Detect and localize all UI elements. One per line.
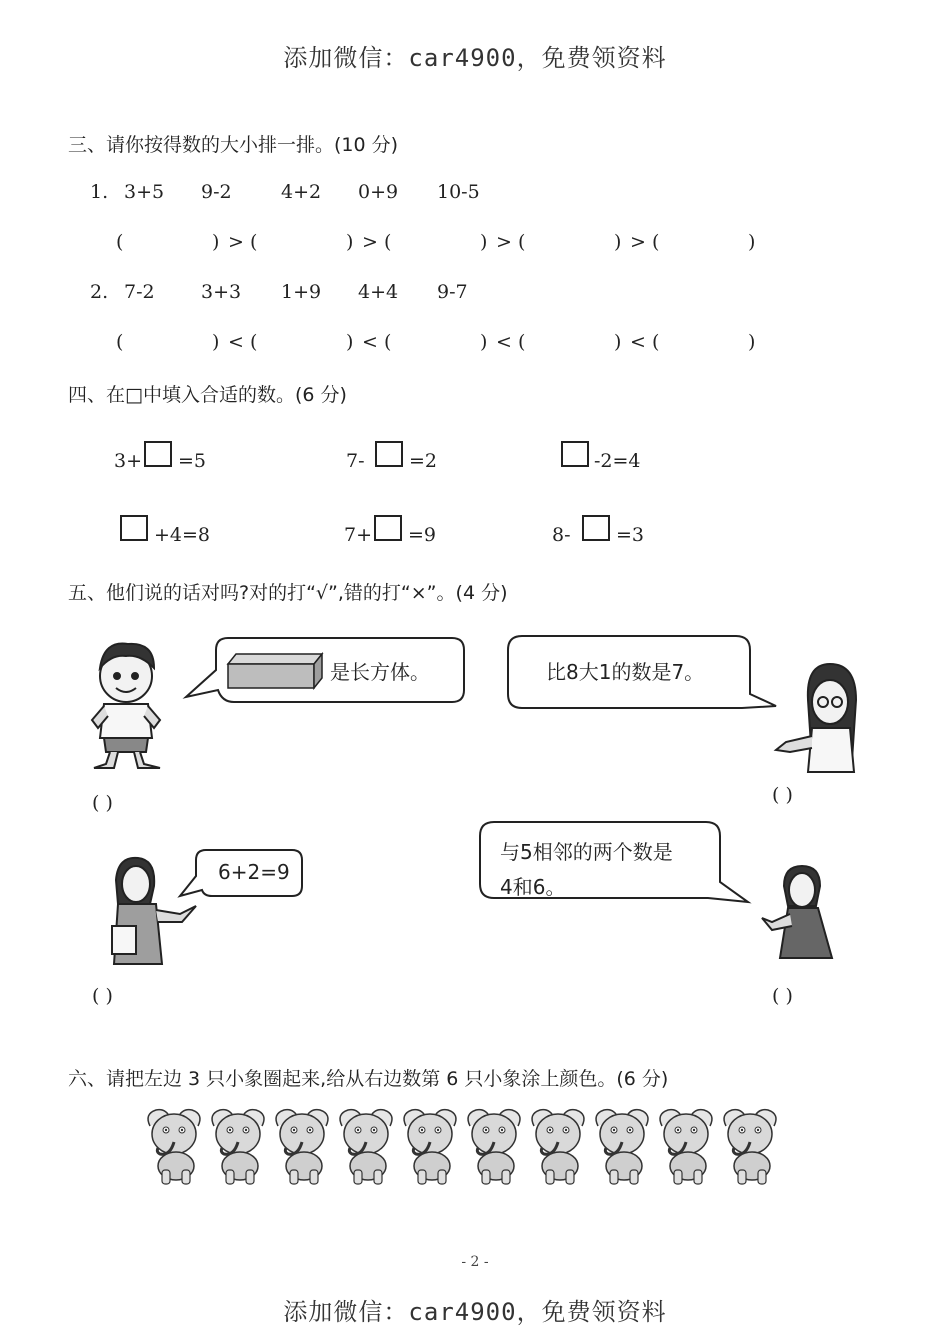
less-sign: <: [496, 331, 512, 353]
answer-close: ): [614, 231, 622, 253]
elephant-icon[interactable]: [212, 1110, 264, 1184]
elephant-icon[interactable]: [596, 1110, 648, 1184]
answer-open[interactable]: (: [116, 331, 124, 353]
greater-sign: >: [630, 231, 646, 253]
watermark-bottom: 添加微信：car4900，免费领资料: [283, 1298, 667, 1326]
watermark-top: 添加微信：car4900，免费领资料: [283, 44, 667, 72]
answer-open[interactable]: (: [652, 331, 660, 353]
elephant-icon[interactable]: [404, 1110, 456, 1184]
elephant-icon[interactable]: [148, 1110, 200, 1184]
expression: 3+5: [124, 181, 165, 203]
elephant-icon[interactable]: [340, 1110, 392, 1184]
equation-suffix: =5: [178, 450, 207, 472]
teacher-figure: [776, 664, 856, 772]
elephant-icon[interactable]: [532, 1110, 584, 1184]
answer-open[interactable]: (: [518, 331, 526, 353]
equation-suffix: =9: [408, 524, 437, 546]
row-label: 2.: [90, 281, 109, 303]
section-6-title: 六、请把左边 3 只小象圈起来,给从右边数第 6 只小象涂上颜色。(6 分): [68, 1068, 669, 1090]
answer-close: ): [614, 331, 622, 353]
answer-parentheses[interactable]: ( ): [92, 792, 113, 814]
elephant-icon[interactable]: [660, 1110, 712, 1184]
cuboid-icon: [228, 654, 322, 688]
bubble-text: 4和6。: [500, 875, 566, 899]
answer-parentheses[interactable]: ( ): [772, 784, 793, 806]
answer-close: ): [346, 231, 354, 253]
answer-close: ): [748, 231, 756, 253]
answer-open[interactable]: (: [652, 231, 660, 253]
elephant-icon[interactable]: [276, 1110, 328, 1184]
equation-suffix: =2: [409, 450, 438, 472]
answer-close: ): [346, 331, 354, 353]
expression: 4+2: [281, 181, 322, 203]
expression: 3+3: [201, 281, 242, 303]
less-sign: <: [228, 331, 244, 353]
greater-sign: >: [496, 231, 512, 253]
expression: 0+9: [358, 181, 399, 203]
answer-close: ): [212, 331, 220, 353]
answer-open[interactable]: (: [250, 331, 258, 353]
elephant-icon[interactable]: [724, 1110, 776, 1184]
answer-close: ): [480, 231, 488, 253]
answer-open[interactable]: (: [384, 231, 392, 253]
less-sign: <: [630, 331, 646, 353]
equation-suffix: =3: [616, 524, 645, 546]
equation-suffix: -2=4: [594, 450, 641, 472]
answer-open[interactable]: (: [250, 231, 258, 253]
answer-close: ): [748, 331, 756, 353]
greater-sign: >: [362, 231, 378, 253]
section-4-title: 四、在□中填入合适的数。(6 分): [68, 384, 347, 406]
section-3-title: 三、请你按得数的大小排一排。(10 分): [68, 134, 399, 156]
expression: 9-2: [201, 181, 232, 203]
expression: 9-7: [437, 281, 468, 303]
elephant-row: [140, 1104, 820, 1194]
bubble-text: 与5相邻的两个数是: [500, 840, 673, 864]
woman-figure: [762, 866, 832, 958]
boy-figure: [92, 644, 160, 769]
answer-open[interactable]: (: [116, 231, 124, 253]
answer-close: ): [480, 331, 488, 353]
bubble-text: 是长方体。: [330, 660, 430, 684]
bubble-text: 比8大1的数是7。: [546, 660, 705, 684]
woman-figure: [112, 858, 196, 964]
expression: 4+4: [358, 281, 399, 303]
bubble-text: 6+2=9: [218, 860, 290, 884]
equation-prefix: 3+: [114, 450, 143, 472]
answer-open[interactable]: (: [518, 231, 526, 253]
equation-suffix: +4=8: [154, 524, 211, 546]
greater-sign: >: [228, 231, 244, 253]
expression: 1+9: [281, 281, 322, 303]
answer-parentheses[interactable]: ( ): [772, 985, 793, 1007]
answer-close: ): [212, 231, 220, 253]
row-label: 1.: [90, 181, 109, 203]
less-sign: <: [362, 331, 378, 353]
answer-parentheses[interactable]: ( ): [92, 985, 113, 1007]
elephant-icon[interactable]: [468, 1110, 520, 1184]
equation-prefix: 7-: [346, 450, 365, 472]
expression: 7-2: [124, 281, 155, 303]
section-5-title: 五、他们说的话对吗?对的打“√”,错的打“×”。(4 分): [68, 582, 508, 604]
expression: 10-5: [437, 181, 480, 203]
equation-prefix: 8-: [552, 524, 571, 546]
page-number: - 2 -: [461, 1254, 489, 1270]
equation-prefix: 7+: [344, 524, 373, 546]
answer-open[interactable]: (: [384, 331, 392, 353]
